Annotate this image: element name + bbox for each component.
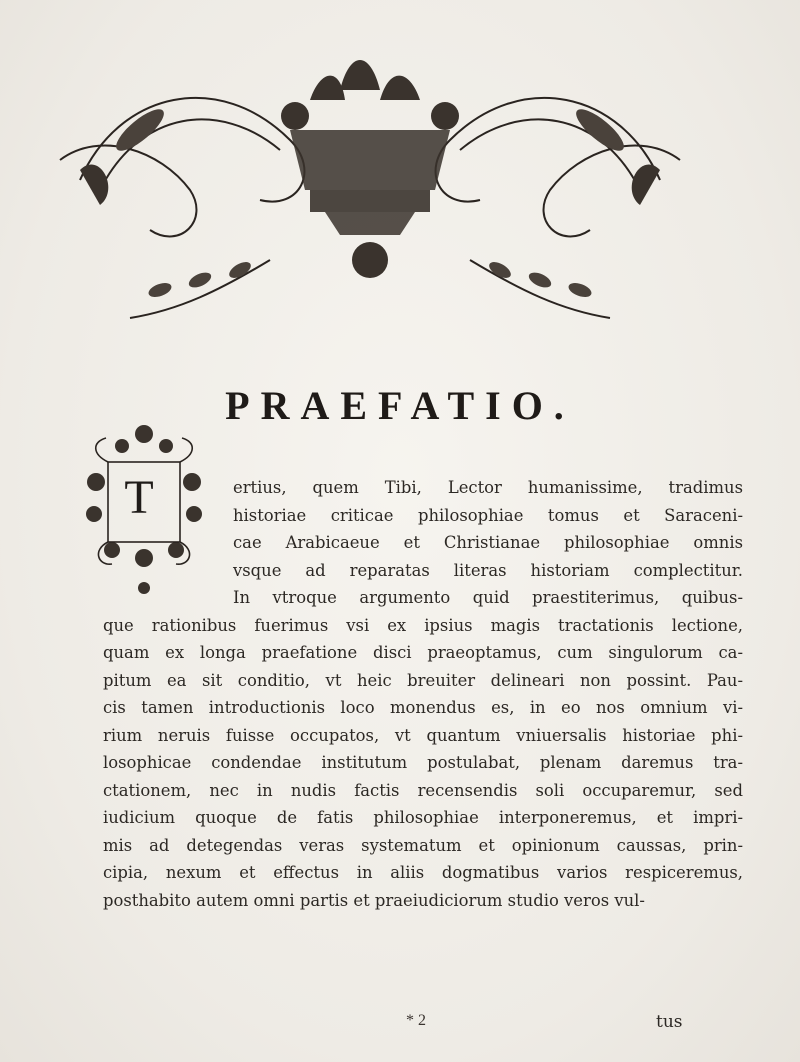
text-line: ctationem, nec in nudis factis recensendis soli occuparemur, sed <box>103 780 743 800</box>
page-footer <box>0 1012 800 1042</box>
text-line: cipia, nexum et effectus in aliis dogmatibus varios respiceremus, <box>103 863 743 882</box>
text-line: quam ex longa praefatione disci praeoptamus, cum singulorum ca- <box>103 643 743 662</box>
text-line: In vtroque argumento quid praestiterimus, quibus- <box>233 588 743 607</box>
initial-letter: T <box>124 471 154 524</box>
text-line: posthabito autem omni partis et praeiudiciorum studio veros vul- <box>103 890 645 910</box>
floral-basket-headpiece <box>40 30 700 330</box>
catchword: tus <box>656 1012 683 1032</box>
text-line: vsque ad reparatas literas historiam complectitur. <box>233 560 743 580</box>
text-line: pitum ea sit conditio, vt heic breuiter delineari non possint. Pau- <box>103 670 743 690</box>
text-line: iudicium quoque de fatis philosophiae interponeremus, et impri- <box>103 808 743 827</box>
text-line: losophicae condendae institutum postulabat, plenam daremus tra- <box>103 753 743 772</box>
text-line: cis tamen introductionis loco monendus es, in eo nos omnium vi- <box>103 698 743 717</box>
text-line: historiae criticae philosophiae tomus et Saraceni- <box>233 505 743 525</box>
text-line: rium neruis fuisse occupatos, vt quantum vniuersalis historiae phi- <box>103 725 743 745</box>
preface-text <box>103 471 743 914</box>
text-line: que rationibus fuerimus vsi ex ipsius magis tractationis lectione, <box>103 615 743 635</box>
text-line: mis ad detegendas veras systematum et opinionum caussas, prin- <box>103 835 743 855</box>
text-line: ertius, quem Tibi, Lector humanissime, tradimus <box>233 478 743 497</box>
signature-mark: * 2 <box>406 1012 426 1029</box>
page-title: PRAEFATIO. <box>225 383 575 428</box>
text-line: cae Arabicaeue et Christianae philosophiae omnis <box>233 533 743 552</box>
